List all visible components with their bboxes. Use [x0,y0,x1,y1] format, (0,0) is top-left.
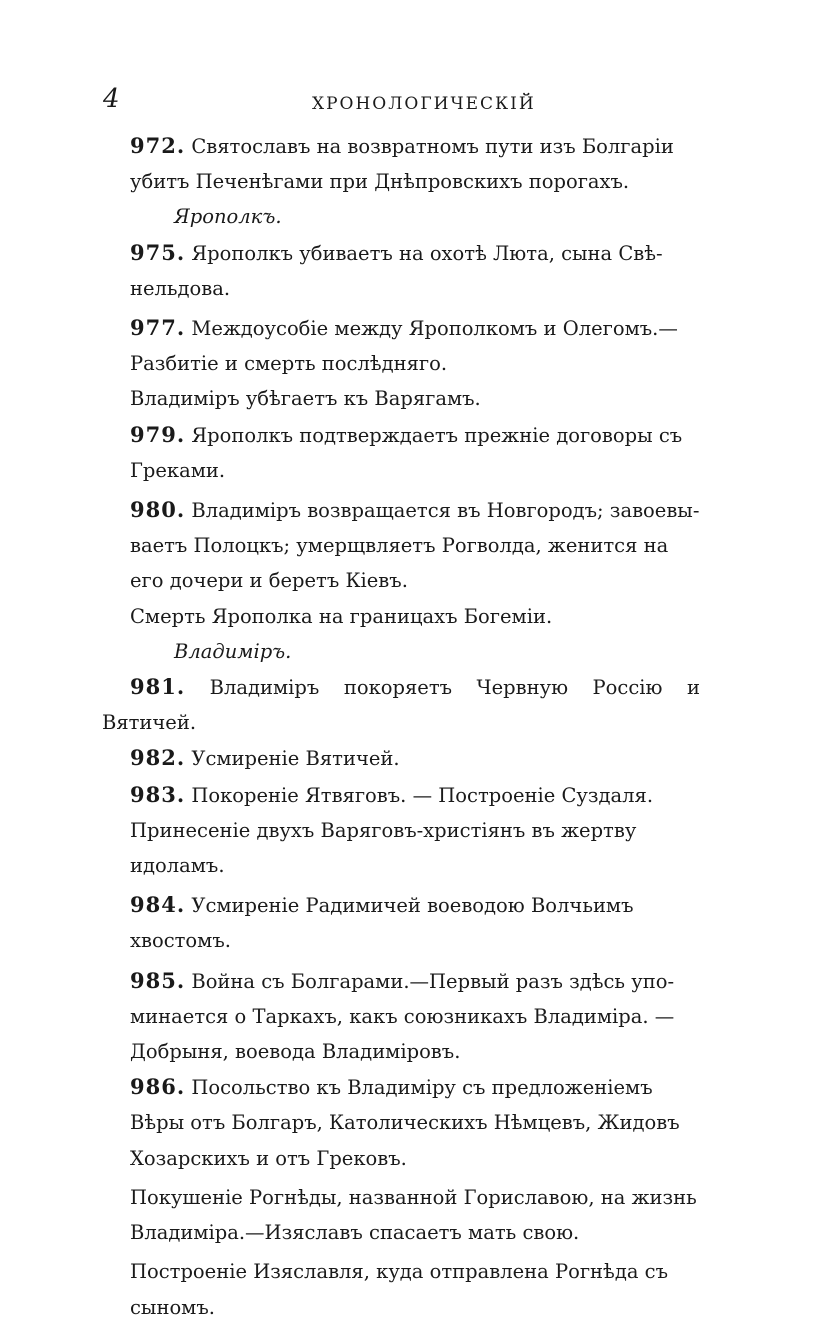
running-title: ХРОНОЛОГИЧЕСКІЙ [312,94,536,114]
entry-text: Вѣры отъ Болгаръ, Католическихъ Нѣмцевъ, Жидовъ [130,1111,680,1135]
entry-text: Владиміръ убѣгаетъ къ Варягамъ. [130,387,481,411]
entry-972 [102,128,700,199]
entry-text: Владиміръ возвращается въ Новгородъ; завоевы- [191,499,700,523]
reign-heading: Владиміръ. [174,639,292,663]
entry-text: ваетъ Полоцкъ; умерщвляетъ Рогволда, женится на [130,534,669,558]
entry-text: Разбитіе и смерть послѣдняго. [130,352,448,376]
entry-983 [102,777,700,813]
entry-text: сыномъ. [130,1295,215,1319]
entry-text: убитъ Печенѣгами при Днѣпровскихъ порогахъ. [130,170,630,194]
paragraph [102,599,700,634]
paragraph [102,813,700,883]
entry-text: Владиміра.—Изяславъ спасаетъ мать свою. [130,1221,580,1245]
entry-text: идоламъ. [130,854,225,878]
paragraph [102,1180,700,1250]
entry-984 [102,887,700,958]
entry-986 [102,1069,700,1176]
entry-text: Смерть Ярополка на границахъ Богеміи. [130,604,553,628]
entry-975 [102,235,700,306]
entry-year: 983. [130,781,186,807]
reign-heading: Ярополкъ. [174,205,282,229]
entry-text: его дочери и беретъ Кіевъ. [130,569,408,593]
entry-text: нельдова. [130,276,231,300]
entry-985 [102,963,700,1070]
entry-text: Война съ Болгарами.—Первый разъ здѣсь упо- [191,969,675,993]
paragraph [102,381,700,416]
entry-980 [102,492,700,599]
entry-year: 980. [130,497,186,523]
entry-text: минается о Таркахъ, какъ союзникахъ Владиміра. — [130,1004,675,1028]
entry-year: 977. [130,315,186,341]
entry-year: 972. [130,133,186,158]
entry-text: Ярополкъ убиваетъ на охотѣ Люта, сына Свѣ- [191,241,663,265]
entry-text: Построеніе Изяславля, куда отправлена Рогнѣда съ [130,1260,668,1284]
entry-year: 981. [130,674,186,700]
entry-text: Греками. [130,458,226,482]
entry-text: Усмиреніе Вятичей. [191,747,400,771]
entry-text: Посольство къ Владиміру съ предложеніемъ [191,1076,653,1100]
entry-text: Святославъ на возвратномъ пути изъ Болгаріи [191,135,674,158]
entry-year: 985. [130,967,186,993]
entry-year: 986. [130,1074,186,1100]
entry-981 [102,669,700,740]
entry-text: Владиміръ покоряетъ Червную Россію и Вятичей. [102,676,700,735]
entry-text: Покушеніе Рогнѣды, названной Гориславою, на жизнь [130,1185,697,1209]
entry-text: хвостомъ. [130,929,231,953]
entry-text: Покореніе Ятвяговъ. — Построеніе Суздаля. [191,783,654,807]
entry-year: 979. [130,421,186,447]
entry-977 [102,310,700,381]
entry-text: Усмиреніе Радимичей воеводою Волчьимъ [191,894,634,918]
entry-text: Ярополкъ подтверждаетъ прежніе договоры съ [191,423,683,447]
entry-982 [102,740,700,776]
entry-year: 984. [130,892,186,918]
page-number: 4 [103,84,120,114]
entry-text: Хозарскихъ и отъ Грековъ. [130,1146,407,1170]
entry-text: Добрыня, воевода Владиміровъ. [130,1040,461,1064]
entry-text: Принесеніе двухъ Варяговъ-христіянъ въ жертву [130,818,637,842]
entry-year: 975. [130,239,186,265]
entry-year: 982. [130,745,186,771]
entry-text: Междоусобіе между Ярополкомъ и Олегомъ.— [191,317,678,341]
page-body [102,128,700,1325]
paragraph [102,1254,700,1324]
entry-979 [102,417,700,488]
